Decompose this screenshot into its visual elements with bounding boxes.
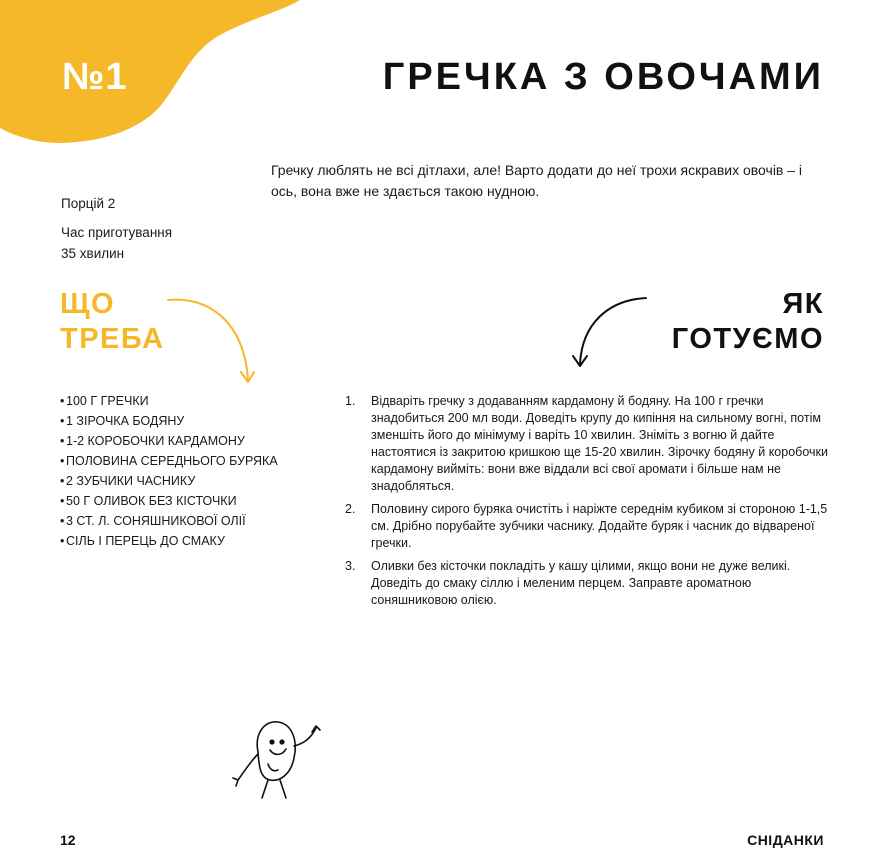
yellow-blob-decoration — [0, 0, 320, 150]
cook-time-label: Час приготування — [61, 225, 173, 240]
step-text: Половину сирого буряка очистіть і наріжте середнім кубиком зі стороною 1-1,5 см. Дрібно порубайте зубчики часнику. Додайте буряк і часник до відвареної гречки. — [371, 502, 828, 550]
step-text: Оливки без кісточки покладіть у кашу цілими, якщо вони не дуже великі. Доведіть до смаку сіллю і меленим перцем. Заправте ароматною соняшниковою олією. — [371, 559, 791, 607]
list-item: • СІЛЬ І ПЕРЕЦЬ ДО СМАКУ — [60, 531, 310, 551]
ingredients-heading-line2: ТРЕБА — [60, 323, 165, 355]
step-number: 1. — [345, 394, 356, 408]
recipe-number: №1 — [62, 56, 128, 98]
steps-heading-line1: ЯК — [782, 288, 824, 320]
ingredients-heading-line1: ЩО — [60, 288, 116, 320]
step-number: 3. — [345, 559, 356, 573]
section-name: СНІДАНКИ — [747, 832, 824, 848]
page-number: 12 — [60, 832, 76, 848]
curved-arrow-down-icon — [162, 292, 262, 392]
potato-mascot-icon — [228, 712, 328, 802]
cook-time-value: 35 хвилин — [61, 246, 125, 261]
steps-list — [345, 393, 830, 615]
list-item: • 50 Г ОЛИВОК БЕЗ КІСТОЧКИ — [60, 491, 310, 511]
list-item: • ПОЛОВИНА СЕРЕДНЬОГО БУРЯКА — [60, 451, 310, 471]
step-item — [345, 393, 830, 495]
list-item: • 2 ЗУБЧИКИ ЧАСНИКУ — [60, 471, 310, 491]
step-item — [345, 558, 830, 609]
recipe-intro: Гречку люблять не всі дітлахи, але! Варто додати до неї трохи яскравих овочів – і ось, вона вже не здається такою нудною. — [271, 162, 803, 199]
step-item — [345, 501, 830, 552]
recipe-title: ГРЕЧКА З ОВОЧАМИ — [382, 56, 824, 98]
list-item: • 1 ЗІРОЧКА БОДЯНУ — [60, 411, 310, 431]
ingredients-heading — [60, 287, 165, 357]
servings-text: Порцій 2 — [61, 196, 116, 211]
step-number: 2. — [345, 502, 356, 516]
step-text: Відваріть гречку з додаванням кардамону й бодяну. На 100 г гречки знадобиться 200 мл води. Доведіть крупу до кипіння на сильному вогні, потім зменшіть його до мінімуму і варіть 10 хвилин. Зніміть з вогню й дайте настоятися із закритою кришкою ще 15-20 хвилин. Зірочку бодяну й коробочки кардамону вийміть: вони вже віддали всі свої аромати і більше нам не знадобляться. — [371, 394, 828, 493]
list-item: • 3 СТ. Л. СОНЯШНИКОВОЇ ОЛІЇ — [60, 511, 310, 531]
list-item: • 100 Г ГРЕЧКИ — [60, 391, 310, 411]
list-item: • 1-2 КОРОБОЧКИ КАРДАМОНУ — [60, 431, 310, 451]
curved-arrow-down-left-icon — [568, 290, 658, 372]
ingredients-list — [60, 391, 310, 551]
steps-heading — [672, 287, 824, 357]
steps-heading-line2: ГОТУЄМО — [671, 323, 824, 355]
recipe-meta — [61, 193, 172, 264]
